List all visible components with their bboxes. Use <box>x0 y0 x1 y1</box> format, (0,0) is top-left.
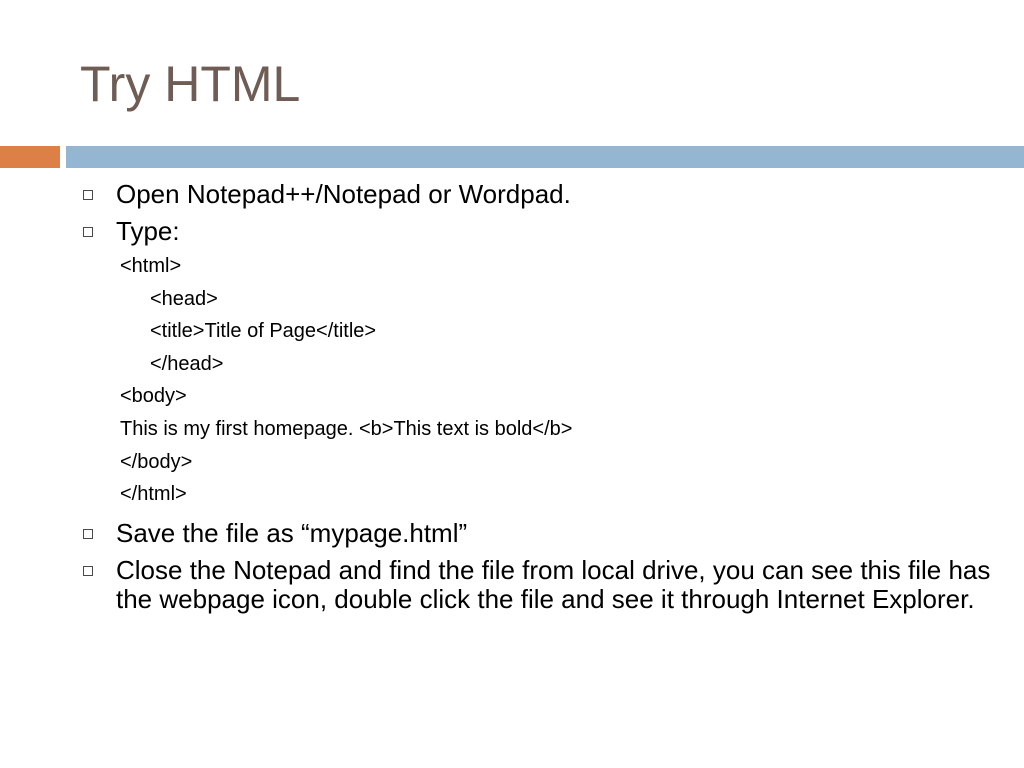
code-line: <body> <box>120 385 187 408</box>
bullet-text: Type: <box>116 216 180 246</box>
slide-title: Try HTML <box>80 56 301 112</box>
bullet-item <box>80 217 1000 246</box>
bullet-text: Save the file as “mypage.html” <box>116 517 468 548</box>
accent-bar-orange <box>0 146 60 168</box>
code-line: This is my first homepage. <b>This text is bold</b> <box>120 417 573 440</box>
bullet-item <box>80 556 1000 614</box>
square-bullet-icon <box>83 227 93 237</box>
bullet-text: Open Notepad++/Notepad or Wordpad. <box>116 179 571 209</box>
accent-bar-blue <box>66 146 1024 168</box>
bullet-item <box>80 519 1000 548</box>
code-line: </body> <box>120 450 193 473</box>
square-bullet-icon <box>83 566 93 576</box>
code-line: </html> <box>120 483 187 506</box>
code-line: <html> <box>120 255 182 277</box>
bullet-text: Close the Notepad and find the file from local drive, you can see this file has the webpage icon, double click the file and see it through Internet Explorer. <box>116 554 991 614</box>
code-line: <title>Title of Page</title> <box>150 320 377 343</box>
square-bullet-icon <box>83 190 93 200</box>
code-sample <box>120 250 1000 511</box>
bullet-item <box>80 180 1000 209</box>
slide-content <box>80 180 1000 622</box>
code-line: <head> <box>150 287 218 310</box>
code-line: </head> <box>150 352 224 375</box>
square-bullet-icon <box>83 529 93 539</box>
